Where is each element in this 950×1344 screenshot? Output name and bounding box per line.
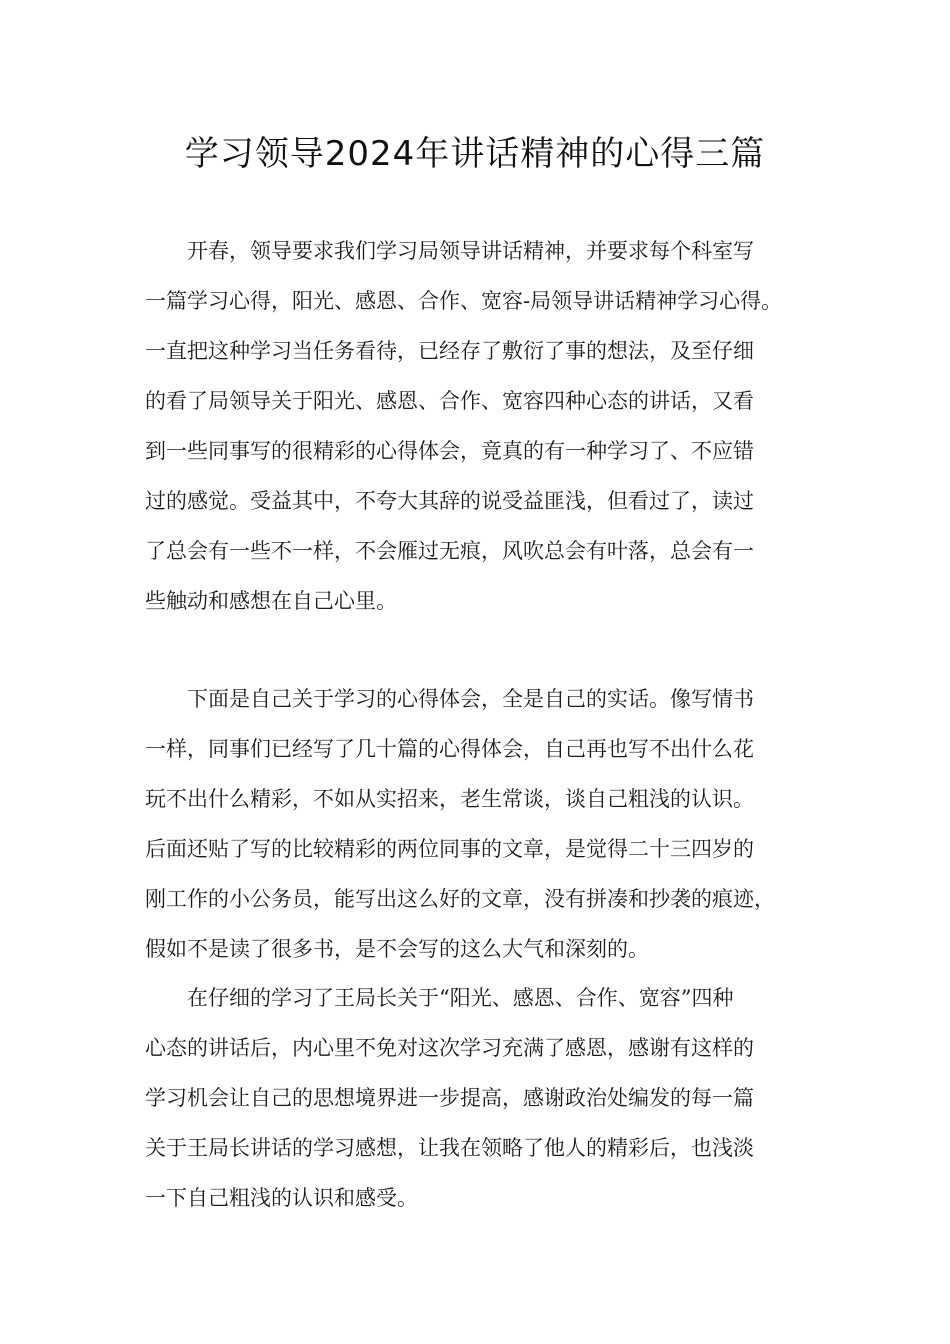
paragraph-line: 下面是自己关于学习的心得体会，全是自己的实话。像写情书 [187,687,754,711]
paragraph-line: 在仔细的学习了王局长关于“阳光、感恩、合作、宽容”四种 [187,986,734,1010]
paragraph-line: 开春，领导要求我们学习局领导讲话精神，并要求每个科室写 [187,239,754,263]
paragraph-1 [145,226,835,626]
paragraph-line: 假如不是读了很多书，是不会写的这么大气和深刻的。 [145,937,649,961]
paragraph-line: 到一些同事写的很精彩的心得体会，竟真的有一种学习了、不应错 [145,439,754,463]
document-title: 学习领导2024年讲话精神的心得三篇 [184,134,766,174]
paragraph-line: 一篇学习心得，阳光、感恩、合作、宽容-局领导讲话精神学习心得。 [145,289,783,313]
paragraph-line: 学习机会让自己的思想境界进一步提高，感谢政治处编发的每一篇 [145,1086,754,1110]
paragraph-line: 心态的讲话后，内心里不免对这次学习充满了感恩，感谢有这样的 [145,1036,754,1060]
paragraph-line: 刚工作的小公务员，能写出这么好的文章，没有拼凑和抄袭的痕迹， [145,887,775,911]
paragraph-line: 一下自己粗浅的认识和感受。 [145,1186,418,1210]
paragraph-line: 关于王局长讲话的学习感想，让我在领略了他人的精彩后，也浅淡 [145,1136,754,1160]
paragraph-line: 过的感觉。受益其中，不夸大其辞的说受益匪浅，但看过了，读过 [145,489,754,513]
paragraph-line: 玩不出什么精彩，不如从实招来，老生常谈，谈自己粗浅的认识。 [145,787,754,811]
paragraph-line: 后面还贴了写的比较精彩的两位同事的文章，是觉得二十三四岁的 [145,837,754,861]
paragraph-3 [145,973,835,1223]
paragraph-line: 些触动和感想在自己心里。 [145,589,397,613]
paragraph-line: 一样，同事们已经写了几十篇的心得体会，自己再也写不出什么花 [145,737,754,761]
paragraph-line: 了总会有一些不一样，不会雁过无痕，风吹总会有叶落，总会有一 [145,539,754,563]
paragraph-line: 一直把这种学习当任务看待，已经存了敷衍了事的想法，及至仔细 [145,339,754,363]
paragraph-line: 的看了局领导关于阳光、感恩、合作、宽容四种心态的讲话，又看 [145,389,754,413]
paragraph-2 [145,674,835,974]
